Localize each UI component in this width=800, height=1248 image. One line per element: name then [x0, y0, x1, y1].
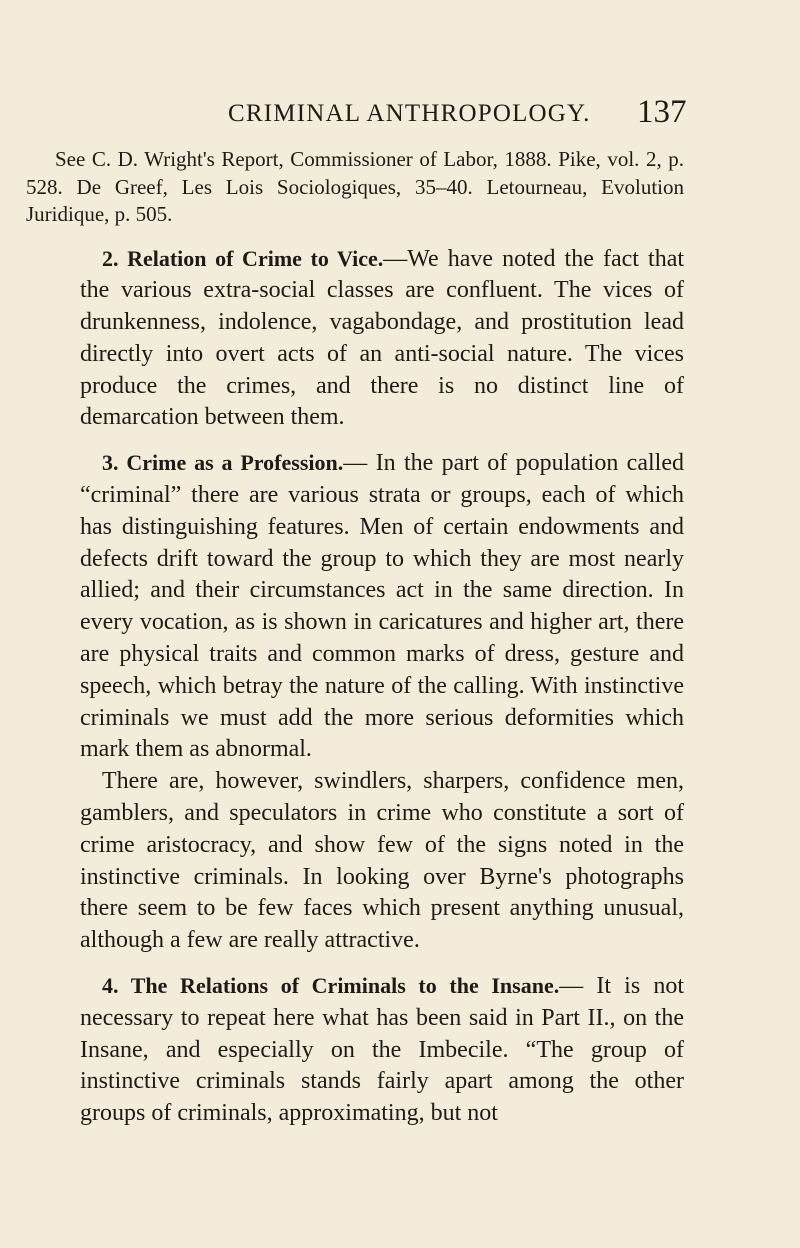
page-header	[0, 94, 800, 134]
reference-note-text: See C. D. Wright's Report, Commissioner of Labor, 1888. Pike, vol. 2, p. 528. De Greef, Les Lois Sociologiques, 35–40. Letourneau, Evolution Juridique, p. 505.	[26, 147, 684, 226]
reference-note	[26, 146, 684, 229]
section-3-text: — In the part of population called “criminal” there are various strata or groups, each of which has distinguishing features. Men of certain endowments and defects drift toward the group to which they are most nearly allied; and their circumstances act in the same direction. In every vocation, as is shown in caricatures and higher art, there are physical traits and common marks of dress, gesture and speech, which betray the nature of the calling. With instinctive criminals we must add the more serious deformities which mark them as abnormal.	[80, 450, 684, 763]
section-2-paragraph	[80, 243, 684, 435]
section-3-paragraph-2: There are, however, swindlers, sharpers, confidence men, gamblers, and speculators in crime who constitute a sort of crime aristocracy, and show few of the signs noted in the instinctive criminals. In looking over Byrne's photographs there seem to be few faces which present anything unusual, although a few are really attractive.	[80, 768, 684, 954]
page-number: 137	[637, 94, 687, 130]
section-3-paragraph	[80, 447, 684, 766]
section-4-heading: 4. The Relations of Criminals to the Insane.	[102, 973, 560, 999]
page-body	[26, 146, 685, 1130]
section-3-heading: 3. Crime as a Profession.	[102, 450, 344, 476]
section-2-heading: 2. Relation of Crime to Vice.	[102, 245, 384, 271]
section-4-text: — It is not necessary to repeat here what has been said in Part II., on the Insane, and especially on the Imbecile. “The group of instinctive criminals stands fairly apart among the other groups of criminals, approximating, but not	[80, 973, 684, 1127]
running-head: CRIMINAL ANTHROPOLOGY.	[228, 100, 591, 127]
section-2-text: —We have noted the fact that the various extra-social classes are confluent. The vices of drunkenness, indolence, vagabondage, and prostitution lead directly into overt acts of an anti-social nature. The vices produce the crimes, and there is no distinct line of demarcation between them.	[80, 245, 685, 431]
section-4-paragraph	[80, 970, 684, 1130]
